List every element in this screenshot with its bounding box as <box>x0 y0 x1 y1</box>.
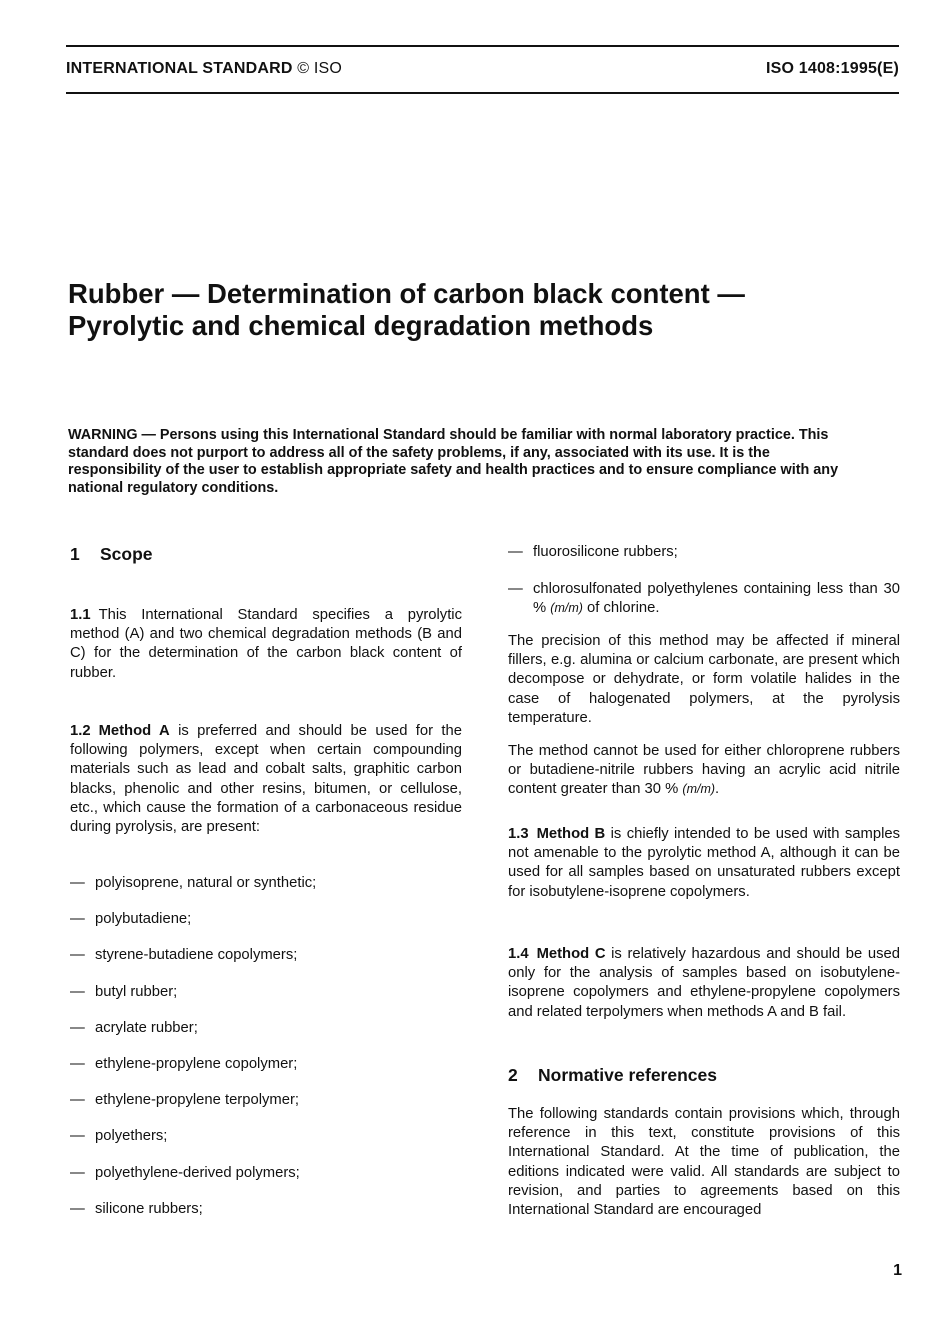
header-standard-label: INTERNATIONAL STANDARD © ISO <box>66 60 343 77</box>
section-2-heading: 2 Normative references <box>508 1065 717 1085</box>
warning-notice: WARNING — Persons using this International Standard should be familiar with normal laboratory practice. This standard does not purport to address all of the safety problems, if any, associated with its use. It is the responsibility of the user to establish appropriate safety and health practices and to ensure compliance with any national regulatory conditions. <box>68 427 839 496</box>
list-item: — polyisoprene, natural or synthetic; <box>70 875 317 891</box>
clause-1-3: 1.3 Method B is chiefly intended to be used with samples not amenable to the pyrolytic method A, although it can be used for all samples based on unsaturated rubbers except for isobutylene-isoprene copolymers. <box>508 826 900 900</box>
list-item: — butyl rubber; <box>70 983 178 1000</box>
exclusion-paragraph: The method cannot be used for either chloroprene rubbers or butadiene-nitrile rubbers having an acrylic acid nitrile content greater than 30 % (m/m). <box>508 743 900 798</box>
section-1-heading: 1 Scope <box>70 544 153 564</box>
list-item: — polybutadiene; <box>70 911 192 928</box>
header-top-rule <box>66 45 899 47</box>
page-number: 1 <box>893 1262 902 1279</box>
list-item: — polyethylene-derived polymers; <box>70 1164 300 1181</box>
clause-1-4: 1.4 Method C is relatively hazardous and should be used only for the analysis of samples based on isobutylene-isoprene copolymers and ethylene-propylene copolymers and related terpolymers when methods A and B fail. <box>508 946 900 1020</box>
list-item: — styrene-butadiene copolymers; <box>70 947 298 964</box>
precision-paragraph: The precision of this method may be affected if mineral fillers, e.g. alumina or calcium carbonate, are present which decompose or dehydrate, or form volatile halides in the case of halogenated polymers, at the pyrolysis temperature. <box>508 633 900 726</box>
polymer-list <box>70 874 462 1236</box>
list-item: — silicone rubbers; <box>70 1200 203 1217</box>
page-title <box>68 278 888 342</box>
clause-1-1: 1.1 This International Standard specifies a pyrolytic method (A) and two chemical degradation methods (B and C) for the determination of the carbon black content of rubber. <box>70 607 462 681</box>
clause-1-2: 1.2 Method A is preferred and should be used for the following polymers, except when certain compounding materials such as lead and cobalt salts, graphitic carbon blacks, phenolic and other resins, bitumen, or cellulose, etc., which cause the formation of a carbonaceous residue during pyrolysis, are present: <box>70 723 462 836</box>
list-item: — ethylene-propylene copolymer; <box>70 1055 298 1072</box>
list-item: — acrylate rubber; <box>70 1019 198 1036</box>
list-item: — chlorosulfonated polyethylenes containing less than 30 % (m/m) of chlorine. <box>508 581 900 617</box>
normative-references-paragraph: The following standards contain provisions which, through reference in this text, constitute provisions of this International Standard. At the time of publication, the editions indicated were valid. All standards are subject to revision, and parties to agreements based on this International Standard are encouraged <box>508 1106 900 1219</box>
title-line-2: Pyrolytic and chemical degradation methods <box>68 310 654 341</box>
header-bottom-rule <box>66 92 899 94</box>
list-item: — ethylene-propylene terpolymer; <box>70 1092 299 1109</box>
header-document-number: ISO 1408:1995(E) <box>765 60 899 77</box>
list-item: — fluorosilicone rubbers; <box>508 544 678 560</box>
title-line-1: Rubber — Determination of carbon black content — <box>68 278 745 309</box>
list-item: — polyethers; <box>70 1128 168 1145</box>
